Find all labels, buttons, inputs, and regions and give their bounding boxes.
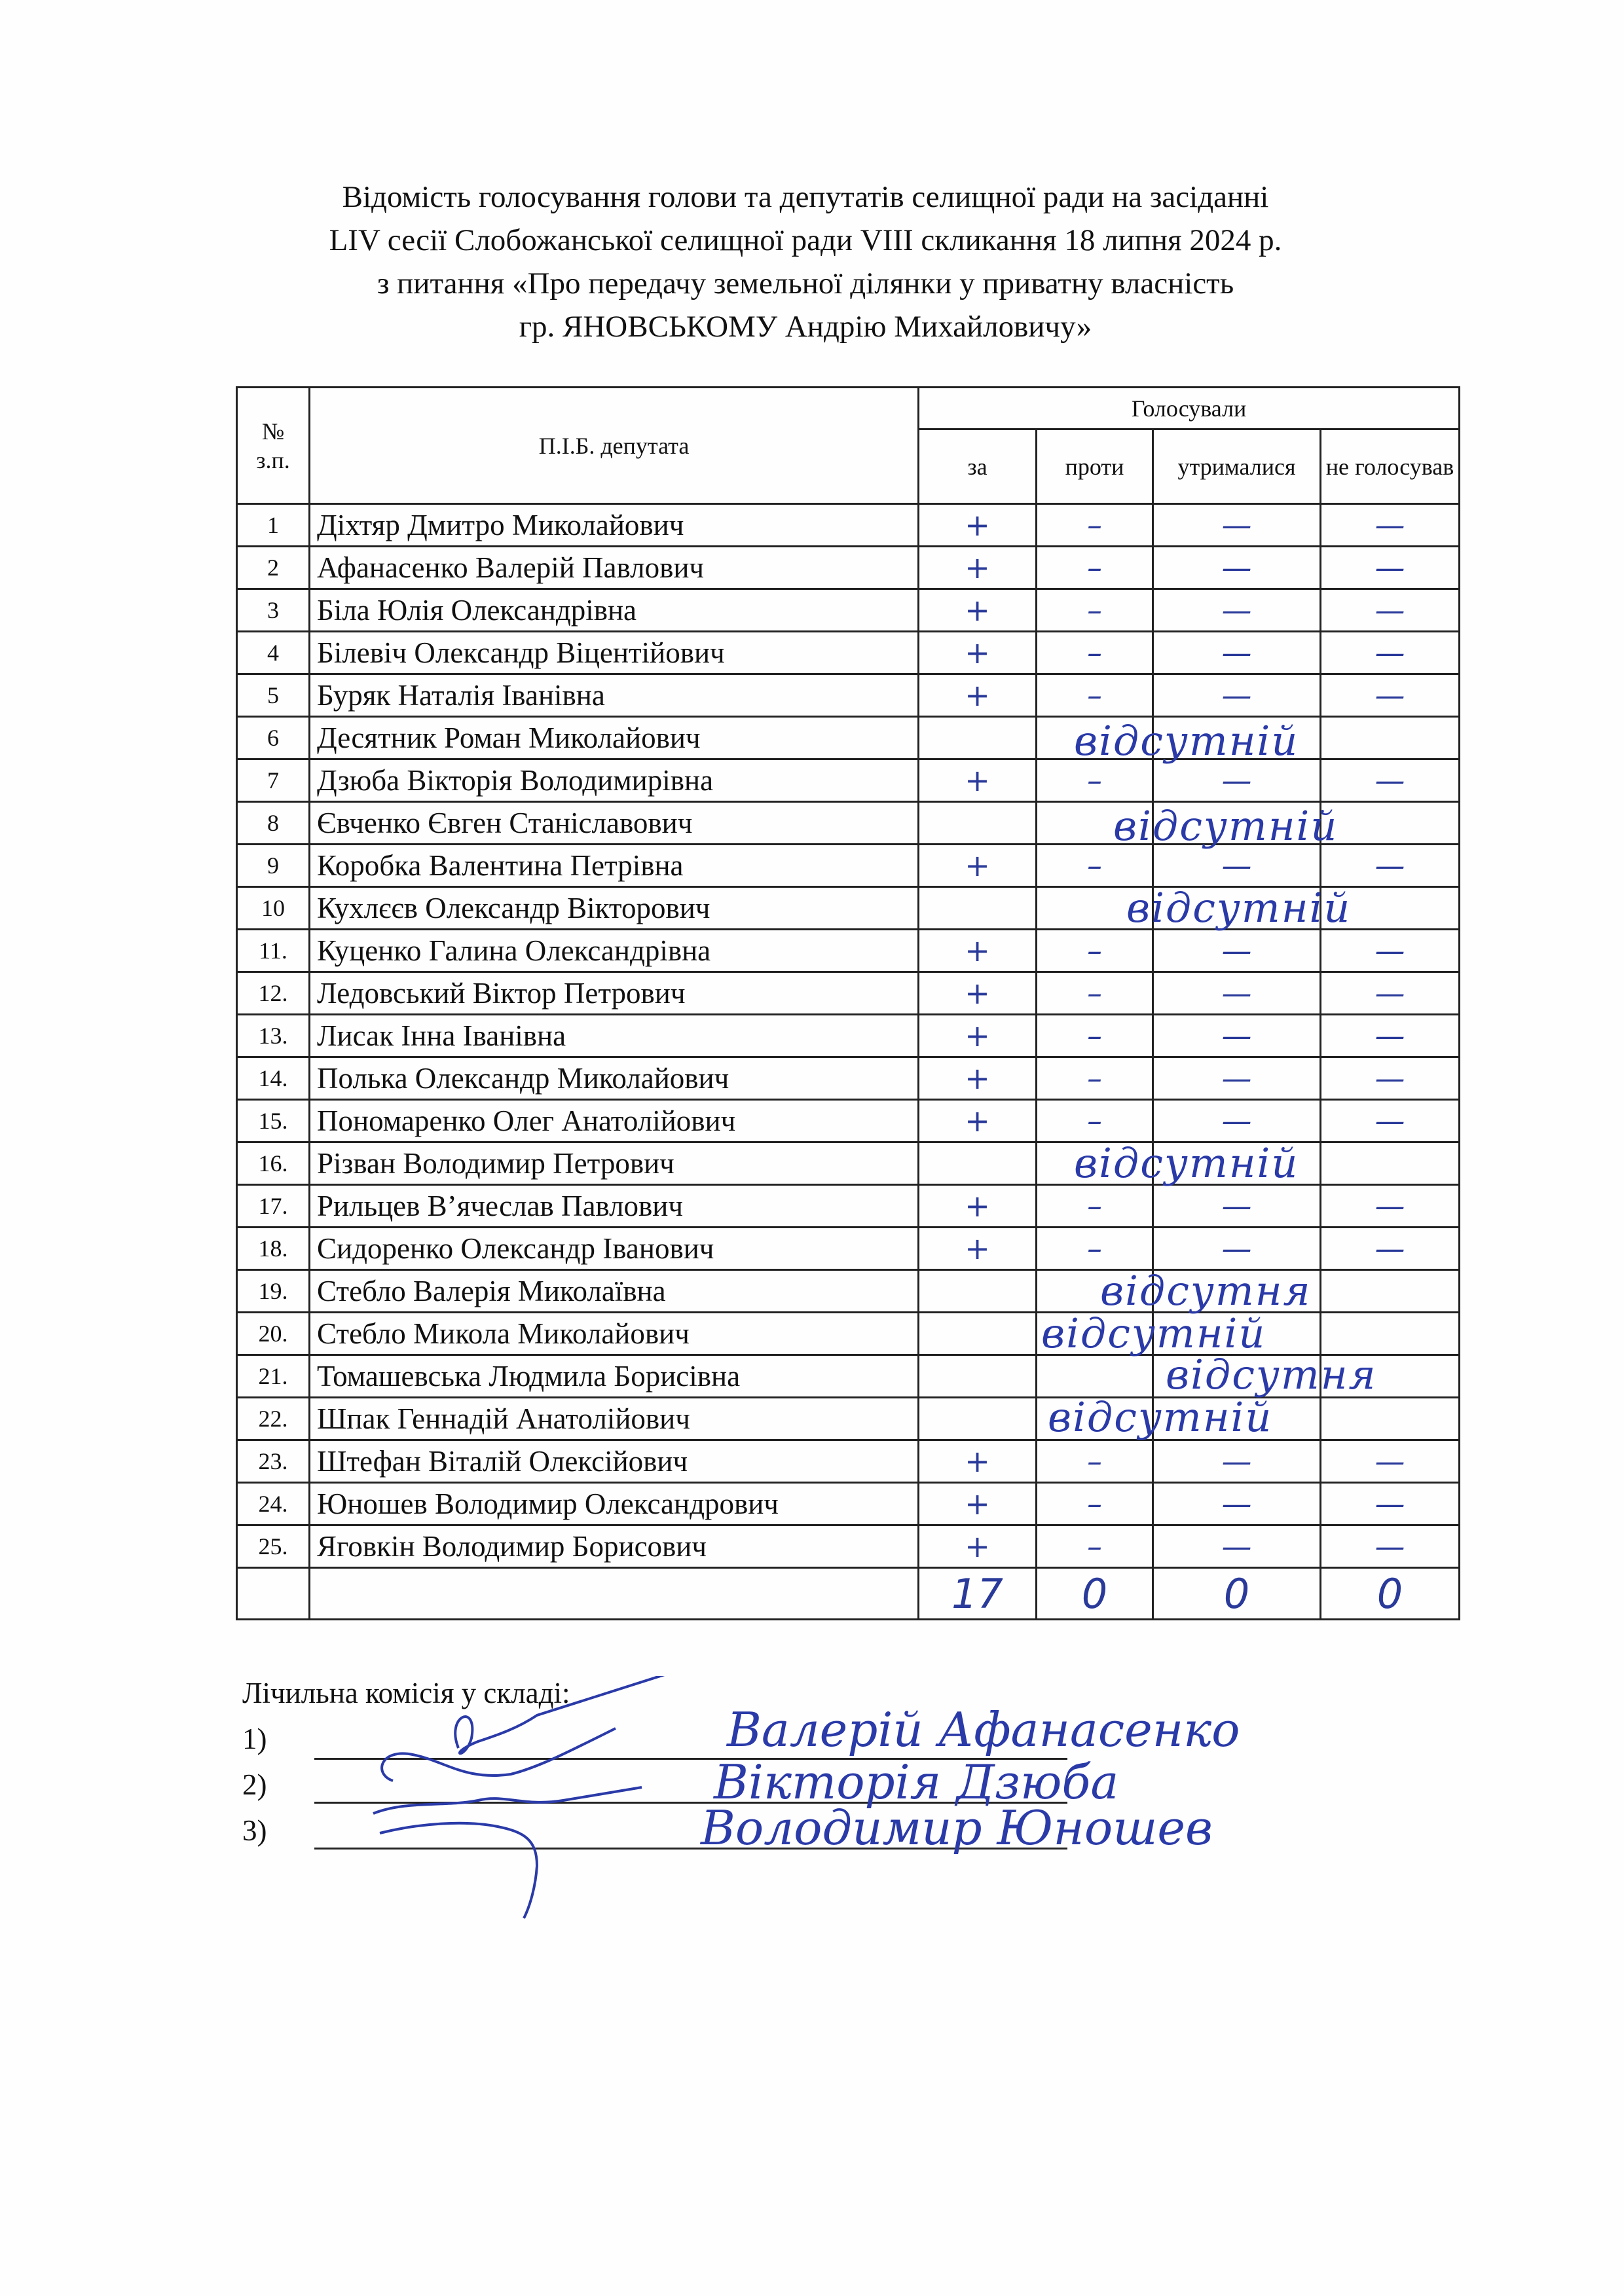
vote-novote [1321,717,1460,759]
deputy-name: Діхтяр Дмитро Миколайович [310,504,919,547]
row-number: 8 [237,802,310,845]
vote-novote: — [1321,504,1460,547]
absent-note-row-16: відсутній [1074,1139,1299,1187]
vote-novote [1321,802,1460,845]
table-row [237,1398,1460,1440]
vote-abstain: — [1153,1015,1321,1057]
row-number: 22. [237,1398,310,1440]
deputy-name: Різван Володимир Петрович [310,1142,919,1185]
row-number: 25. [237,1525,310,1568]
vote-for: + [919,1015,1037,1057]
vote-for [919,1270,1037,1313]
vote-against [1037,1313,1153,1355]
commission-member-2: Вікторія Дзюба [714,1755,1119,1810]
commission-item-number-3: 3) [242,1814,267,1847]
deputy-name: Буряк Наталія Іванівна [310,674,919,717]
total-abstain: 0 [1153,1568,1321,1620]
vote-against: – [1037,1525,1153,1568]
vote-novote: — [1321,547,1460,589]
table-row [237,1228,1460,1270]
vote-abstain: — [1153,589,1321,632]
vote-abstain: — [1153,759,1321,802]
row-number: 3 [237,589,310,632]
header-name: П.І.Б. депутата [310,388,919,504]
vote-abstain: — [1153,1483,1321,1525]
table-row [237,589,1460,632]
deputy-name: Томашевська Людмила Борисівна [310,1355,919,1398]
row-number: 23. [237,1440,310,1483]
table-row [237,1142,1460,1185]
row-number: 10 [237,887,310,930]
row-number: 12. [237,972,310,1015]
vote-abstain [1153,887,1321,930]
vote-novote: — [1321,1015,1460,1057]
deputy-name: Шпак Геннадій Анатолійович [310,1398,919,1440]
deputy-name: Біла Юлія Олександрівна [310,589,919,632]
vote-for: + [919,1483,1037,1525]
vote-novote: — [1321,845,1460,887]
deputy-name: Євченко Євген Станіславович [310,802,919,845]
header-voted-group: Голосували [919,388,1460,429]
deputy-name: Ледовський Віктор Петрович [310,972,919,1015]
table-row [237,674,1460,717]
vote-abstain: — [1153,1057,1321,1100]
vote-novote: — [1321,674,1460,717]
vote-novote: — [1321,1100,1460,1142]
deputy-name: Десятник Роман Миколайович [310,717,919,759]
vote-for [919,802,1037,845]
vote-against [1037,1142,1153,1185]
vote-for: + [919,1100,1037,1142]
commission-item-number-2: 2) [242,1768,267,1801]
absent-note-row-8: відсутній [1113,802,1338,850]
row-number: 18. [237,1228,310,1270]
vote-abstain: — [1153,1440,1321,1483]
vote-abstain [1153,1355,1321,1398]
deputy-name: Куценко Галина Олександрівна [310,930,919,972]
deputy-name: Яговкін Володимир Борисович [310,1525,919,1568]
vote-abstain: — [1153,930,1321,972]
absent-note-row-20: відсутній [1041,1309,1266,1357]
absent-note-row-21: відсутня [1166,1351,1377,1398]
vote-abstain: — [1153,845,1321,887]
vote-abstain [1153,1313,1321,1355]
vote-novote: — [1321,1483,1460,1525]
vote-against: – [1037,589,1153,632]
title-line-4: гр. ЯНОВСЬКОМУ Андрію Михайловичу» [519,310,1092,344]
table-row [237,930,1460,972]
vote-abstain: — [1153,972,1321,1015]
vote-novote: — [1321,759,1460,802]
title-line-2: LIV сесії Слобожанської селищної ради VIII скликання 18 липня 2024 р. [329,223,1282,257]
vote-abstain: — [1153,1100,1321,1142]
total-against: 0 [1037,1568,1153,1620]
table-row [237,1525,1460,1568]
table-row [237,547,1460,589]
total-for: 17 [919,1568,1037,1620]
vote-abstain [1153,1270,1321,1313]
deputy-name: Юношев Володимир Олександрович [310,1483,919,1525]
deputy-name: Афанасенко Валерій Павлович [310,547,919,589]
vote-against [1037,717,1153,759]
vote-novote: — [1321,930,1460,972]
total-novote: 0 [1321,1568,1460,1620]
row-number: 13. [237,1015,310,1057]
vote-abstain [1153,1398,1321,1440]
vote-for: + [919,930,1037,972]
totals-row [237,1568,1460,1620]
vote-against: – [1037,632,1153,674]
vote-for [919,887,1037,930]
vote-abstain: — [1153,674,1321,717]
title-line-1: Відомість голосування голови та депутатів селищної ради на засіданні [342,180,1269,214]
vote-against: – [1037,1228,1153,1270]
deputy-name: Полька Олександр Миколайович [310,1057,919,1100]
voting-table [236,386,1460,1620]
vote-against: – [1037,930,1153,972]
totals-empty-number [237,1568,310,1620]
table-row [237,1313,1460,1355]
deputy-name: Пономаренко Олег Анатолійович [310,1100,919,1142]
row-number: 16. [237,1142,310,1185]
row-number: 15. [237,1100,310,1142]
vote-against [1037,1270,1153,1313]
vote-for [919,717,1037,759]
commission-item-number-1: 1) [242,1722,267,1755]
deputy-name: Стебло Валерія Миколаївна [310,1270,919,1313]
vote-against: – [1037,759,1153,802]
table-row [237,887,1460,930]
commission-member-1: Валерій Афанасенко [727,1702,1240,1757]
deputy-name: Дзюба Вікторія Володимирівна [310,759,919,802]
vote-abstain [1153,717,1321,759]
vote-against: – [1037,1185,1153,1228]
commission-label: Лічильна комісія у складі: [242,1677,570,1709]
row-number: 1 [237,504,310,547]
vote-for [919,1398,1037,1440]
row-number: 20. [237,1313,310,1355]
vote-against [1037,1398,1153,1440]
vote-for: + [919,547,1037,589]
table-row [237,972,1460,1015]
vote-for: + [919,589,1037,632]
vote-for: + [919,1525,1037,1568]
table-row [237,1270,1460,1313]
absent-note-row-22: відсутній [1048,1393,1273,1441]
table-row [237,1440,1460,1483]
vote-against: – [1037,1483,1153,1525]
vote-novote: — [1321,589,1460,632]
vote-abstain: — [1153,1525,1321,1568]
vote-abstain: — [1153,504,1321,547]
row-number: 6 [237,717,310,759]
header-for: за [919,429,1037,504]
vote-against [1037,887,1153,930]
vote-novote [1321,1355,1460,1398]
row-number: 5 [237,674,310,717]
vote-novote: — [1321,1185,1460,1228]
row-number: 2 [237,547,310,589]
vote-for: + [919,504,1037,547]
vote-for: + [919,1057,1037,1100]
deputy-name: Стебло Микола Миколайович [310,1313,919,1355]
vote-for [919,1142,1037,1185]
vote-for: + [919,845,1037,887]
deputy-name: Кухлєєв Олександр Вікторович [310,887,919,930]
deputy-name: Рильцев В’ячеслав Павлович [310,1185,919,1228]
table-row [237,845,1460,887]
absent-note-row-10: відсутній [1126,884,1352,932]
vote-novote: — [1321,1440,1460,1483]
vote-novote: — [1321,632,1460,674]
vote-against: – [1037,547,1153,589]
table-row [237,1355,1460,1398]
deputy-name: Лисак Інна Іванівна [310,1015,919,1057]
header-abstain: утрималися [1153,429,1321,504]
vote-against [1037,802,1153,845]
vote-against: – [1037,845,1153,887]
table-row [237,1185,1460,1228]
row-number: 9 [237,845,310,887]
row-number: 17. [237,1185,310,1228]
vote-against: – [1037,1440,1153,1483]
vote-novote [1321,1398,1460,1440]
table-row [237,504,1460,547]
vote-against [1037,1355,1153,1398]
row-number: 14. [237,1057,310,1100]
vote-abstain [1153,802,1321,845]
row-number: 4 [237,632,310,674]
row-number: 24. [237,1483,310,1525]
vote-against: – [1037,1057,1153,1100]
vote-novote: — [1321,972,1460,1015]
vote-abstain: — [1153,632,1321,674]
vote-for [919,1313,1037,1355]
vote-abstain [1153,1142,1321,1185]
vote-against: – [1037,674,1153,717]
vote-against: – [1037,1100,1153,1142]
absent-note-row-6: відсутній [1074,717,1299,765]
table-row [237,759,1460,802]
table-row [237,802,1460,845]
vote-abstain: — [1153,1185,1321,1228]
vote-novote: — [1321,1057,1460,1100]
vote-for: + [919,972,1037,1015]
vote-against: – [1037,1015,1153,1057]
vote-abstain: — [1153,1228,1321,1270]
row-number: 19. [237,1270,310,1313]
commission-member-3: Володимир Юношев [701,1800,1213,1855]
vote-for: + [919,1185,1037,1228]
table-row [237,1015,1460,1057]
vote-novote: — [1321,1228,1460,1270]
vote-for: + [919,1440,1037,1483]
vote-abstain: — [1153,547,1321,589]
vote-for: + [919,632,1037,674]
deputy-name: Білевіч Олександр Віцентійович [310,632,919,674]
deputy-name: Сидоренко Олександр Іванович [310,1228,919,1270]
deputy-name: Коробка Валентина Петрівна [310,845,919,887]
table-row [237,1057,1460,1100]
vote-for: + [919,759,1037,802]
vote-for: + [919,1228,1037,1270]
header-against: проти [1037,429,1153,504]
totals-empty-name [310,1568,919,1620]
deputy-name: Штефан Віталій Олексійович [310,1440,919,1483]
table-row [237,632,1460,674]
vote-novote [1321,1313,1460,1355]
table-row [237,717,1460,759]
table-row [237,1483,1460,1525]
signature-scribbles [367,1676,707,1925]
vote-novote [1321,887,1460,930]
vote-novote [1321,1270,1460,1313]
row-number: 11. [237,930,310,972]
header-number: № з.п. [237,388,310,504]
absent-note-row-19: відсутня [1100,1267,1312,1315]
document-title [196,175,1414,348]
vote-for [919,1355,1037,1398]
header-novote: не голосував [1321,429,1460,504]
vote-against: – [1037,504,1153,547]
row-number: 7 [237,759,310,802]
vote-novote [1321,1142,1460,1185]
table-row [237,1100,1460,1142]
vote-for: + [919,674,1037,717]
row-number: 21. [237,1355,310,1398]
vote-novote: — [1321,1525,1460,1568]
title-line-3: з питання «Про передачу земельної ділянки у приватну власність [377,266,1234,301]
vote-against: – [1037,972,1153,1015]
